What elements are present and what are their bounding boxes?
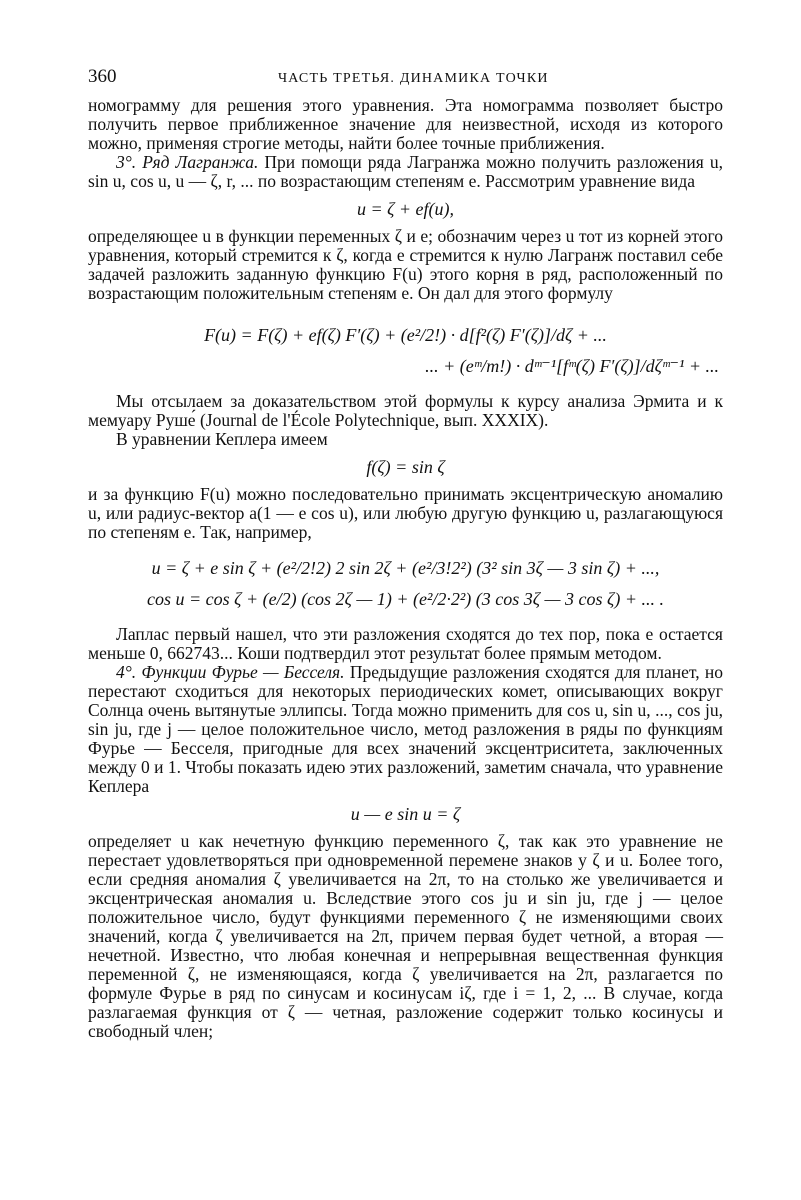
equation-definition: u = ζ + ef(u),	[356, 199, 455, 219]
section-heading-fourier-bessel: 4°. Функции Фурье — Бесселя.	[116, 662, 345, 682]
paragraph-function-choice: и за функцию F(u) можно последовательно принимать эксцентрическую аномалию u, или радиус-вектор a(1 — e cos u), или любую другую функцию u, разлагающуюся по степеням e. Так, например,	[88, 484, 723, 542]
page-number: 360	[88, 66, 117, 87]
paragraph-odd-function: определяет u как нечетную функцию переменного ζ, так как это уравнение не перестает удовлетворяться при одновременной перемене знаков у ζ и u. Более того, если средняя аномалия ζ увеличивается на 2π, то на столько же увеличивается и эксцентрическая аномалия u. Вследствие этого cos ju и sin ju, где j — целое положительное число, будут функциями переменного ζ не изменяющими своих значений, когда ζ увеличивается на 2π, причем первая будет четной, а вторая — нечетной. Известно, что любая конечная и непрерывная вещественная функция переменной ζ, не изменяющаяся, когда ζ увеличивается на 2π, разлагается по формуле Фурье в ряд по синусам и косинусам iζ, где i = 1, 2, ... В случае, когда разлагаемая функция от ζ — четная, разложение содержит только косинусы и свободный член;	[88, 831, 723, 1041]
paragraph-lagrange-intro	[88, 153, 723, 191]
paragraph-fourier-bessel	[88, 663, 723, 796]
paragraph-reference: Мы отсылаем за доказательством этой формулы к курсу анализа Эрмита и к мемуару Руше́ (Journal de l'École Polytechnique, вып. XXXIX).	[88, 391, 723, 430]
paragraph-lagrange-problem: определяющее u в функции переменных ζ и e; обозначим через u тот из корней этого уравнения, который стремится к ζ, когда e стремится к нулю Лагранж поставил себе задачей разложить заданную функцию F(u) этого корня в ряд, расположенный по возрастающим положительным степеням e. Он дал для этого формулу	[88, 226, 723, 303]
equation-cos-u-expansion: cos u = cos ζ + (e/2) (cos 2ζ — 1) + (e²/2·2²) (3 cos 3ζ — 3 cos ζ) + ... .	[147, 589, 664, 609]
paragraph-kepler-intro: В уравнении Кеплера имеем	[116, 429, 328, 449]
equation-u-expansion: u = ζ + e sin ζ + (e²/2!2) 2 sin 2ζ + (e²/3!2²) (3² sin 3ζ — 3 sin ζ) + ...,	[151, 558, 660, 578]
equation-lagrange-series-line2: ... + (eᵐ/m!) · dᵐ⁻¹[fᵐ(ζ) F′(ζ)]/dζᵐ⁻¹ + ...	[425, 356, 719, 376]
running-head: ЧАСТЬ ТРЕТЬЯ. ДИНАМИКА ТОЧКИ	[278, 71, 549, 86]
section-heading-lagrange: 3°. Ряд Лагранжа.	[116, 152, 259, 172]
lagrange-intro-text: При помощи ряда Лагранжа можно получить разложения u, sin u, cos u, u — ζ, r, ... по возрастающим степеням e. Рассмотрим уравнение вида	[88, 152, 724, 191]
page-header	[88, 66, 723, 96]
equation-f-zeta: f(ζ) = sin ζ	[366, 457, 445, 477]
equation-lagrange-series-line1: F(u) = F(ζ) + ef(ζ) F′(ζ) + (e²/2!) · d[f²(ζ) F′(ζ)]/dζ + ...	[204, 325, 607, 345]
book-page	[88, 66, 723, 1041]
fourier-bessel-text: Предыдущие разложения сходятся для планет, но перестают сходиться для некоторых периодических комет, описывающих вокруг Солнца очень вытянутые эллипсы. Тогда можно применить для cos u, sin u, ..., cos ju, sin ju, где j — целое положительное число, метод разложения в ряды по функциям Фурье — Бесселя, пригодные для всех значений эксцентриситета, заключенных между 0 и 1. Чтобы показать идею этих разложений, заметим сначала, что уравнение Кеплера	[88, 662, 724, 796]
equation-kepler: u — e sin u = ζ	[350, 804, 461, 824]
paragraph-laplace: Лаплас первый нашел, что эти разложения сходятся до тех пор, пока e остается меньше 0, 662743... Коши подтвердил этот результат более прямым методом.	[88, 624, 723, 663]
paragraph-nomogram: номограмму для решения этого уравнения. Эта номограмма позволяет быстро получить первое приближенное значение для неизвестной, исходя из которого можно, применяя строгие методы, найти более точные приближения.	[88, 95, 723, 153]
